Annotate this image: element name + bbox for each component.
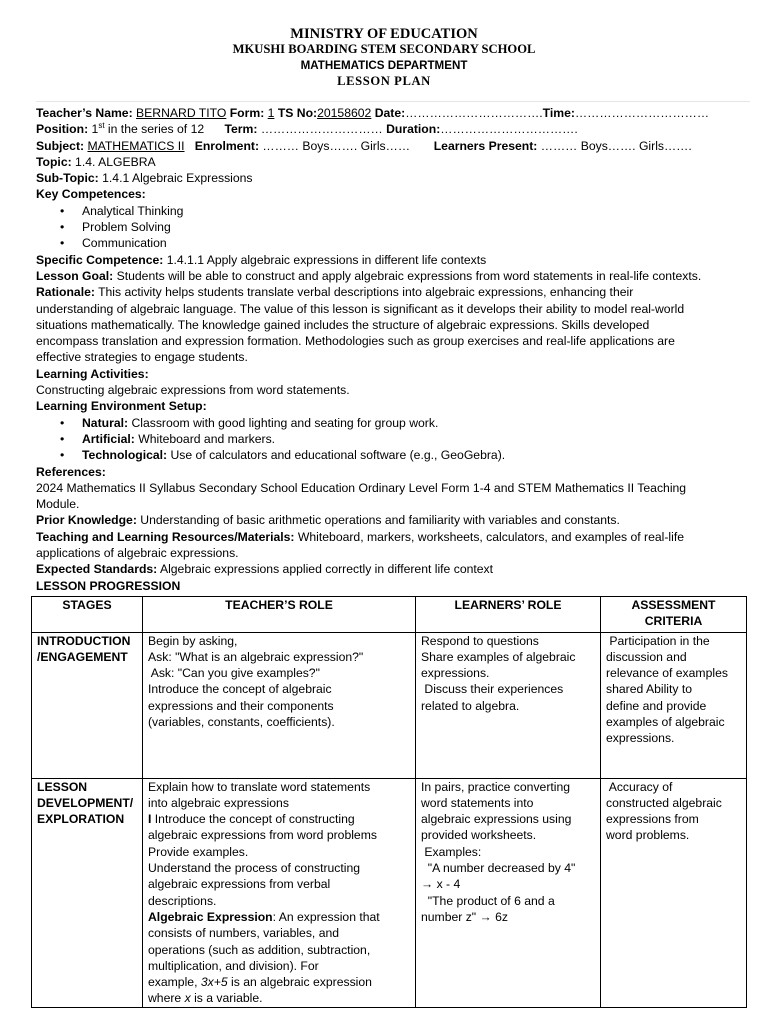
competences-label: Key Competences:: [36, 187, 146, 202]
cell-text: Understand the process of constructing: [148, 861, 361, 876]
cell-text: Accuracy of: [606, 779, 673, 794]
cell-text: constructed algebraic: [606, 795, 722, 810]
cell-text: Begin by asking,: [148, 633, 238, 648]
cell-text: Introduce the concept of algebraic: [148, 682, 332, 697]
cell-text: shared Ability to: [606, 682, 693, 697]
teacher-name: BERNARD TITO: [136, 106, 227, 120]
subtopic-label: Sub-Topic:: [36, 171, 99, 186]
subject-line: [36, 138, 750, 154]
cell-text: descriptions.: [148, 893, 217, 908]
env-item-label: Technological:: [82, 448, 168, 463]
present-label: Learners Present:: [433, 138, 538, 153]
env-item-text: Whiteboard and markers.: [134, 431, 276, 446]
subtopic-line: [36, 170, 750, 186]
cell-text: discussion and: [606, 649, 687, 664]
stage-cell: [32, 778, 143, 1007]
time-dots: ……………………………: [574, 106, 710, 120]
stage-text: /ENGAGEMENT: [37, 649, 128, 664]
goal-value: Students will be able to construct and apply algebraic expressions from word statements in real-life contexts.: [113, 268, 702, 283]
cell-text: where: [148, 991, 185, 1006]
duration-label: Duration:: [386, 122, 441, 137]
lesson-plan-title: LESSON PLAN: [337, 74, 431, 88]
list-item: [82, 431, 750, 447]
rationale-text: understanding of algebraic language. The value of this lesson is significant as it develops their ability to model real-world: [36, 301, 685, 316]
table-row: [32, 778, 747, 1007]
lesson-goal-line: [36, 268, 750, 284]
list-item: [82, 415, 750, 431]
list-item: • Analytical Thinking: [82, 203, 750, 219]
stage-cell: [32, 632, 143, 778]
assessment-cell: [601, 778, 747, 1007]
header-assessment-line: ASSESSMENT: [631, 598, 716, 612]
cell-text: example,: [148, 975, 201, 990]
references-label: References:: [36, 464, 106, 479]
cell-text: examples of algebraic: [606, 715, 725, 730]
learners-role-cell: [416, 632, 601, 778]
activities-label: Learning Activities:: [36, 366, 149, 381]
list-item: [82, 447, 750, 463]
cell-text: algebraic expressions from word problems: [148, 828, 377, 843]
header-teacher-role: TEACHER’S ROLE: [143, 597, 416, 633]
teacher-line: [36, 105, 750, 121]
cell-text: word statements into: [421, 795, 534, 810]
cell-text: Participation in the: [606, 633, 710, 648]
stage-text: LESSON: [37, 779, 88, 794]
table-header-row: [32, 597, 747, 633]
duration-dots: …………………………….: [440, 122, 578, 137]
term-label: Term:: [224, 122, 258, 137]
cell-text: Explain how to translate word statements: [148, 779, 371, 794]
references-text: Module.: [36, 497, 80, 512]
resources-value-cont: applications of algebraic expressions.: [36, 546, 239, 561]
header-divider: [36, 101, 750, 102]
cell-text: Provide examples.: [148, 844, 249, 859]
rationale-text: This activity helps students translate verbal descriptions into algebraic expressions, enhancing their: [94, 285, 634, 300]
definition-label: Algebraic Expression: [148, 909, 273, 924]
enrolment-label: Enrolment:: [194, 138, 260, 153]
cell-text: expressions from: [606, 812, 699, 827]
standards-label: Expected Standards:: [36, 562, 158, 577]
progression-label: LESSON PROGRESSION: [36, 578, 181, 593]
rationale-text: effective strategies to engage students.: [36, 350, 248, 365]
teacher-role-cell: [143, 632, 416, 778]
header-learners-role: LEARNERS’ ROLE: [416, 597, 601, 633]
stage-text: EXPLORATION: [37, 812, 125, 827]
position-label: Position:: [36, 122, 89, 137]
tsno-label: TS No:: [277, 106, 318, 120]
list-item: • Communication: [82, 235, 750, 251]
cell-text: algebraic expressions from verbal: [148, 877, 331, 892]
subject-label: Subject:: [36, 138, 85, 153]
cell-text: expressions.: [421, 666, 490, 681]
example-line: [148, 974, 410, 990]
goal-label: Lesson Goal:: [36, 268, 114, 283]
assessment-cell: [601, 632, 747, 778]
cell-text: define and provide: [606, 698, 707, 713]
definition-line: [148, 909, 410, 925]
date-label: Date:: [374, 106, 406, 120]
cell-text: Respond to questions: [421, 633, 539, 648]
cell-text: related to algebra.: [421, 698, 520, 713]
header-assessment-line: CRITERIA: [644, 614, 703, 629]
cell-text: "The product of 6 and a: [421, 893, 555, 908]
present-value: ……… Boys……. Girls…….: [537, 138, 692, 153]
table-row: [32, 632, 747, 778]
resources-label: Teaching and Learning Resources/Materials:: [36, 529, 295, 544]
cell-text: (variables, constants, coefficients).: [148, 715, 335, 730]
cell-text: provided worksheets.: [421, 828, 537, 843]
cell-text: is an algebraic expression: [227, 975, 372, 990]
school-name: MKUSHI BOARDING STEM SECONDARY SCHOOL: [232, 42, 536, 56]
position-rest: in the series of 12: [104, 122, 205, 137]
prior-knowledge-line: [36, 512, 750, 528]
standards-line: [36, 561, 750, 577]
cell-text: word problems.: [606, 828, 690, 843]
cell-text: Ask: "Can you give examples?": [148, 666, 320, 681]
env-item-text: Classroom with good lighting and seating for group work.: [128, 415, 439, 430]
cell-text: consists of numbers, variables, and: [148, 926, 340, 941]
form-value: 1: [267, 106, 275, 120]
cell-text: algebraic expressions using: [421, 812, 572, 827]
stage-text: INTRODUCTION: [37, 633, 131, 648]
cell-text: number z" → 6z: [421, 909, 508, 924]
topic-value: 1.4. ALGEBRA: [71, 154, 156, 169]
rationale-text: situations mathematically. The knowledge gained includes the structure of algebraic expressions. Skills developed: [36, 317, 650, 332]
standards-value: Algebraic expressions applied correctly in different life context: [157, 562, 494, 577]
ministry-title: MINISTRY OF EDUCATION: [290, 26, 478, 42]
position-num: 1: [91, 122, 99, 137]
resources-line: [36, 529, 750, 545]
header-stages: STAGES: [32, 597, 143, 633]
activities-value: Constructing algebraic expressions from word statements.: [36, 383, 350, 398]
env-item-text: Use of calculators and educational software (e.g., GeoGebra).: [167, 448, 506, 463]
department-name: MATHEMATICS DEPARTMENT: [300, 59, 468, 72]
term-dots: …………………………: [257, 122, 383, 137]
subtopic-value: 1.4.1 Algebraic Expressions: [98, 171, 253, 186]
prior-label: Prior Knowledge:: [36, 513, 137, 528]
teacher-label: Teacher’s Name:: [36, 106, 133, 120]
cell-text: relevance of examples: [606, 666, 728, 681]
date-dots: …………………………….: [405, 106, 543, 120]
lesson-info: [36, 105, 750, 594]
enrolment-value: ……… Boys……. Girls……: [259, 138, 411, 153]
position-line: [36, 121, 750, 137]
environment-label: Learning Environment Setup:: [36, 399, 207, 414]
teacher-role-cell: [143, 778, 416, 1007]
form-label: Form:: [229, 106, 265, 120]
specific-value: 1.4.1.1 Apply algebraic expressions in different life contexts: [163, 252, 487, 267]
list-item: • Problem Solving: [82, 219, 750, 235]
cell-text: Share examples of algebraic: [421, 649, 576, 664]
header-assessment: [601, 597, 747, 633]
cell-text: into algebraic expressions: [148, 795, 289, 810]
rationale-label: Rationale:: [36, 285, 95, 300]
variable-x: x: [184, 991, 191, 1006]
time-label: Time:: [542, 106, 575, 120]
cell-text: → x - 4: [421, 877, 461, 892]
topic-label: Topic:: [36, 154, 72, 169]
cell-text: Discuss their experiences: [421, 682, 564, 697]
cell-text: multiplication, and division). For: [148, 958, 319, 973]
prior-value: Understanding of basic arithmetic operations and familiarity with variables and constants.: [136, 513, 620, 528]
cell-text: : An expression that: [272, 909, 380, 924]
cell-text: In pairs, practice converting: [421, 779, 571, 794]
cell-text: Ask: "What is an algebraic expression?": [148, 649, 364, 664]
document-header: [0, 26, 768, 89]
rationale-block: [36, 284, 750, 365]
env-item-label: Artificial:: [82, 431, 135, 446]
example-expression: 3x+5: [200, 975, 228, 990]
cell-text: expressions and their components: [148, 698, 334, 713]
cell-text: [148, 811, 410, 827]
position-sup: st: [98, 121, 105, 131]
learners-role-cell: [416, 778, 601, 1007]
environment-list: [36, 415, 750, 464]
tsno-value: 20158602: [317, 106, 372, 120]
lesson-progression-table: [31, 596, 747, 1008]
specific-label: Specific Competence:: [36, 252, 164, 267]
specific-competence-line: [36, 252, 750, 268]
subject-value: MATHEMATICS II: [87, 138, 185, 153]
resources-value: Whiteboard, markers, worksheets, calculators, and examples of real-life: [294, 529, 684, 544]
topic-line: [36, 154, 750, 170]
env-item-label: Natural:: [82, 415, 129, 430]
cell-text: "A number decreased by 4": [421, 861, 576, 876]
cell-text: expressions.: [606, 731, 675, 746]
references-text: 2024 Mathematics II Syllabus Secondary School Education Ordinary Level Form 1-4 and STEM Mathematics II Teaching: [36, 480, 687, 495]
bold-letter: I: [148, 812, 152, 827]
stage-text: DEVELOPMENT/: [37, 795, 134, 810]
competences-list: [36, 203, 750, 252]
rationale-text: encompass translation and expression formation. Methodologies such as group exercises and real-life applications are: [36, 334, 675, 349]
where-line: [148, 990, 410, 1006]
cell-text: operations (such as addition, subtraction,: [148, 942, 371, 957]
cell-text: Examples:: [421, 844, 482, 859]
cell-text: Introduce the concept of constructing: [151, 812, 355, 827]
cell-text: is a variable.: [190, 991, 263, 1006]
